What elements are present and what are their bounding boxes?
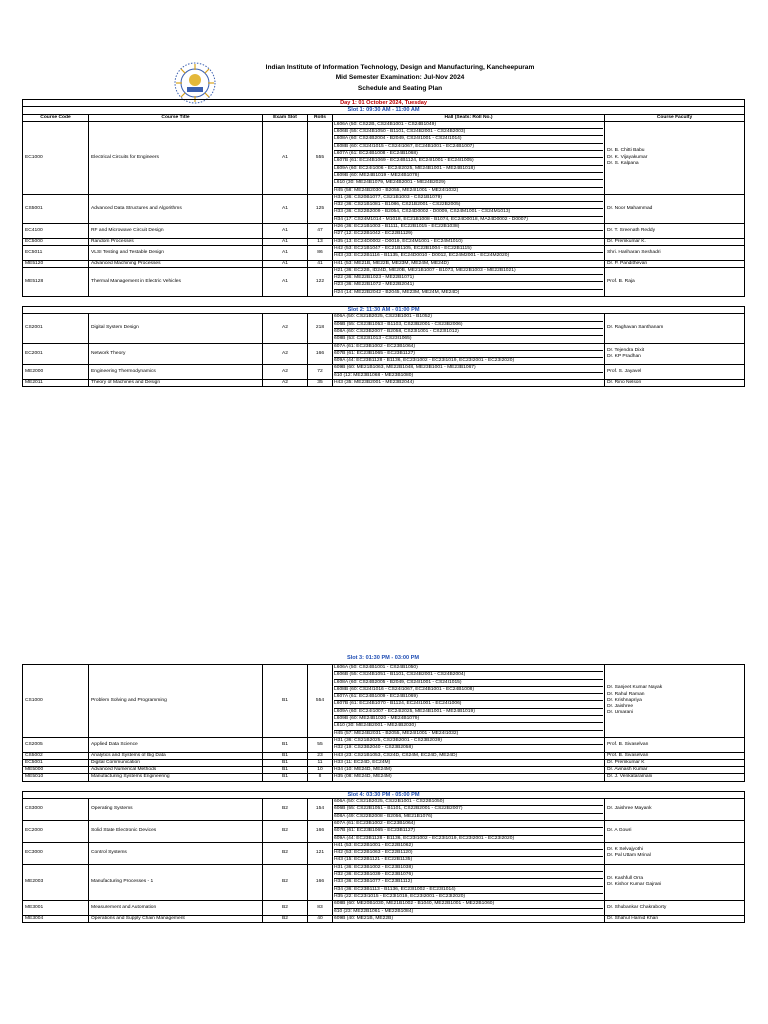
hall-list: [333, 759, 605, 766]
rolls-count: 154: [308, 799, 333, 821]
course-title: Applied Data Science: [89, 737, 263, 752]
course-row: [23, 901, 745, 916]
hall-entry: 608A (60: CS23B2007 - B2058, CS23I1001 - CS23I1012): [334, 329, 603, 336]
faculty-name: Dr. J. Venkataramani: [607, 774, 653, 780]
hall-entry: H41 (53: EC22B1001 - EC22B1062): [334, 843, 603, 850]
course-code: ME5128: [23, 267, 89, 296]
course-row: [23, 267, 745, 296]
course-title: Advanced Machining Processes: [89, 260, 263, 267]
schedule-table-afternoon: [22, 664, 745, 923]
exam-slot: A2: [263, 379, 308, 386]
faculty-name: Dr. KP Pradhan: [607, 353, 641, 359]
rolls-count: 41: [308, 260, 333, 267]
faculty-name: Dr. Shahul Hamid Khan: [607, 915, 659, 921]
slot-1-title-row: [23, 107, 745, 114]
course-code: ME2011: [23, 379, 89, 386]
exam-slot: A2: [263, 365, 308, 380]
column-header: Course Title: [89, 114, 263, 121]
hall-entry: 607B (61: EC23B1065 - EC23B1127): [334, 828, 603, 835]
course-code: CS1000: [23, 665, 89, 738]
hall-entry: H21 (36: EC22B, ID24D, ME20B, ME21B1007 - B1073, ME22B1003 - ME22B1021): [334, 268, 603, 275]
faculty-name: Dr. Kishor Kumar Gajrani: [607, 882, 662, 888]
course-code: CS2001: [23, 314, 89, 343]
rolls-count: 554: [308, 665, 333, 738]
column-header: Rolls: [308, 114, 333, 121]
slot-4-title-row: [23, 791, 745, 798]
exam-title: Mid Semester Examination: Jul-Nov 2024: [335, 74, 465, 81]
course-row: [23, 737, 745, 752]
rolls-count: 23: [308, 752, 333, 759]
course-faculty: [605, 901, 745, 916]
hall-entry: L608A (60: CS24B2005 - B2049, CS24I1001 - CS24I1015): [334, 680, 603, 687]
exam-slot: B2: [263, 864, 308, 900]
course-faculty: [605, 737, 745, 752]
faculty-name: Dr. Premkumar K.: [607, 238, 646, 244]
course-title: Network Theory: [89, 343, 263, 365]
faculty-name: Dr. A Gowri: [607, 828, 632, 834]
faculty-name: Prof. B. Sivaselvan: [607, 752, 649, 758]
exam-slot: B1: [263, 737, 308, 752]
hall-list: [333, 901, 605, 916]
exam-slot: B1: [263, 752, 308, 759]
hall-entry: L608B (60: CS24I1016 - CS24I1067, EC24B1001 - EC24B1008): [334, 687, 603, 694]
hall-entry: H33 (36: EC23B1077 - EC23B1112): [334, 879, 603, 886]
hall-entry: H32 (36: CS21B1081 - B1086, CS21B2001 - CS22B2005): [334, 202, 603, 209]
course-row: [23, 864, 745, 900]
faculty-name: Dr. Premkumar K: [607, 759, 645, 765]
rolls-count: 218: [308, 314, 333, 343]
course-row: [23, 820, 745, 842]
day-title: Day 1: 01 October 2024, Tuesday: [23, 100, 745, 107]
rolls-count: 121: [308, 842, 333, 864]
exam-slot: A2: [263, 343, 308, 365]
course-title: Manufacturing Processes - 1: [89, 864, 263, 900]
course-title: Analytics and Systems of Big Data: [89, 752, 263, 759]
faculty-name: Dr. K. Vijayakumar: [607, 154, 648, 160]
spacer: [23, 781, 745, 791]
hall-entry: H34 (36: EC23B1113 - B1136, EC23I1002 - EC23I1014): [334, 887, 603, 894]
exam-slot: B1: [263, 767, 308, 774]
column-header: Course Code: [23, 114, 89, 121]
course-row: [23, 260, 745, 267]
course-code: CS2005: [23, 737, 89, 752]
exam-slot: B1: [263, 759, 308, 766]
exam-slot: A1: [263, 238, 308, 245]
hall-list: [333, 767, 605, 774]
rolls-count: 83: [308, 901, 333, 916]
course-code: EC2000: [23, 820, 89, 842]
course-faculty: [605, 799, 745, 821]
course-row: [23, 194, 745, 223]
plan-title: Schedule and Seating Plan: [357, 85, 443, 92]
course-faculty: [605, 820, 745, 842]
faculty-name: Dr. B. Chitti Babu: [607, 148, 645, 154]
course-faculty: [605, 842, 745, 864]
slot-3-title: Slot 3: 01:30 PM - 03:00 PM: [346, 655, 420, 661]
hall-entry: H43 (35: ME23B2001 - ME23B2044): [334, 379, 414, 385]
faculty-name: Dr. Krishnapriya: [607, 697, 642, 703]
hall-entry: H31 (36: CS21B2025, CS23B2001 - CS23B2039): [334, 738, 603, 745]
exam-slot: B1: [263, 774, 308, 781]
faculty-name: Dr. Avinash Kumar: [607, 767, 648, 773]
course-code: ME2003: [23, 864, 89, 900]
course-row: [23, 799, 745, 821]
course-code: ME5010: [23, 774, 89, 781]
rolls-count: 125: [308, 194, 333, 223]
course-title: Solid State Electronic Devices: [89, 820, 263, 842]
course-title: VLSI Testing and Testable Design: [89, 245, 263, 260]
hall-entry: H43 (15: EC22B1121 - EC22B1135): [334, 857, 413, 863]
course-faculty: [605, 245, 745, 260]
column-header: Hall (Seats: Roll No.): [333, 114, 605, 121]
column-header: Exam Slot: [263, 114, 308, 121]
course-title: Random Processes: [89, 238, 263, 245]
course-row: [23, 238, 745, 245]
course-title: Operating Systems: [89, 799, 263, 821]
exam-slot: A1: [263, 245, 308, 260]
hall-list: [333, 799, 605, 821]
faculty-name: Dr. P. Pandithevan: [607, 260, 648, 266]
faculty-name: Dr. Raghavan Santhanam: [607, 325, 664, 331]
hall-entry: H32 (19: CS23B2040 - CS23B2058): [334, 745, 413, 751]
hall-list: [333, 842, 605, 864]
course-code: CS5002: [23, 752, 89, 759]
course-faculty: [605, 365, 745, 380]
rolls-count: 10: [308, 767, 333, 774]
rolls-count: 86: [308, 245, 333, 260]
hall-entry: H45 (57: ME24B2031 - B2055, ME24I1001 - ME24I1032): [334, 730, 459, 736]
course-title: Theory of Machines and Design: [89, 379, 263, 386]
hall-entry: H34 (10: ME24D, ME24M): [334, 767, 392, 773]
hall-list: [333, 245, 605, 260]
hall-entry: 609A (44: EC23B1128 - B1136, EC23I1002 - EC23I1019, EC23I2001 - EC23I2020): [334, 358, 515, 364]
course-row: [23, 665, 745, 738]
hall-entry: H26 (36: EC21B1003 - B1111, EC22B1015 - EC22B1038): [334, 224, 603, 231]
hall-entry: L610 (30: ME24B2001 - ME24B2030): [334, 723, 603, 730]
course-title: Control Systems: [89, 842, 263, 864]
hall-entry: L608A (60: CS24B2004 - B2049, CS24I1001 - CS24I1014): [334, 136, 603, 143]
course-row: [23, 759, 745, 766]
hall-entry: 606A (50: CS21B2025, CS23B1001 - B1052): [334, 314, 603, 321]
hall-entry: H32 (36: EC23B1039 - EC23B1076): [334, 872, 603, 879]
course-faculty: [605, 665, 745, 738]
course-code: EC1000: [23, 121, 89, 194]
hall-list: [333, 379, 605, 386]
course-faculty: [605, 260, 745, 267]
hall-entry: L609A (60: EC24I1006 - EC24I2025, ME24B1001 - ME24B1018): [334, 166, 603, 173]
course-faculty: [605, 238, 745, 245]
hall-list: [333, 820, 605, 842]
hall-entry: L607B (61: EC24B1069 - EC24B1124, EC24I1001 - EC24I1005): [334, 158, 603, 165]
exam-slot: B1: [263, 665, 308, 738]
course-title: RF and Microwave Circuit Design: [89, 224, 263, 239]
hall-entry: 607A (61: EC23B1002 - EC23B1064): [334, 821, 603, 828]
slot-1-title: Slot 1: 09:30 AM - 11:00 AM: [23, 107, 745, 114]
faculty-name: Shri. Hariharan Seshadri: [607, 249, 661, 255]
faculty-name: Dr. Pal Uttam Mrinal: [607, 853, 651, 859]
column-header: Course Faculty: [605, 114, 745, 121]
course-code: ME3001: [23, 901, 89, 916]
hall-entry: H42 (53: EC21B1047 - EC21B1105, EC22B1004 - EC22B1115): [334, 246, 603, 253]
course-faculty: [605, 752, 745, 759]
rolls-count: 35: [308, 379, 333, 386]
hall-list: [333, 365, 605, 380]
course-row: [23, 915, 745, 922]
hall-entry: 606B (55: CS23B1053 - B1103, CS23B2001 - CS23B2006): [334, 322, 603, 329]
course-faculty: [605, 774, 745, 781]
rolls-count: 40: [308, 915, 333, 922]
hall-list: [333, 260, 605, 267]
course-row: [23, 774, 745, 781]
hall-entry: L606A (50: CS24B1001 - CS24B1050): [334, 665, 603, 672]
hall-list: [333, 752, 605, 759]
faculty-name: Dr. Umarani: [607, 710, 634, 716]
spacer-row: [23, 781, 745, 791]
faculty-name: Prof. S. Jayavel: [607, 369, 642, 375]
schedule-table-morning: [22, 99, 745, 387]
faculty-name: Dr. Rino Nelson: [607, 379, 642, 385]
hall-entry: L609B (60: ME24B1019 - ME24B1078): [334, 173, 603, 180]
hall-entry: 607A (61: EC23B1002 - EC23B1064): [334, 344, 603, 351]
rolls-count: 122: [308, 267, 333, 296]
faculty-name: Dr. Rahul Raman: [607, 691, 645, 697]
faculty-name: Dr. K Selvajyothi: [607, 846, 643, 852]
course-title: Digital Communication: [89, 759, 263, 766]
hall-entry: L606B (55: CS24B1050 - B1101, CS24B2001 - CS24B2003): [334, 129, 603, 136]
course-code: EC5000: [23, 238, 89, 245]
hall-list: [333, 774, 605, 781]
hall-entry: H35 (08: ME24D, ME24M): [334, 774, 392, 780]
course-title: Problem Solving and Programming: [89, 665, 263, 738]
hall-entry: H33 (36: CS22B2009 - B2054, CS24D0002 - D0009, CS24M1001 - CS24M1013): [334, 209, 603, 216]
hall-entry: L606A (50: CS22B, CS24B1001 - CS24B1049): [334, 122, 603, 129]
exam-slot: A1: [263, 194, 308, 223]
rolls-count: 55: [308, 737, 333, 752]
course-row: [23, 365, 745, 380]
course-faculty: [605, 915, 745, 922]
hall-entry: H35 (22: EC23I1015 - EC23I1019, EC23I2001 - EC23I2020): [334, 893, 466, 899]
faculty-name: Prof. B. Raja: [607, 278, 635, 284]
slot-2-title: Slot 2: 11:30 AM - 01:00 PM: [23, 307, 745, 314]
hall-entry: L606B (55: CS24B1051 - B1101, CS24B2001 - CS24B2004): [334, 672, 603, 679]
hall-entry: L607B (61: EC24B1070 - B1124, EC24I1001 - EC24I1006): [334, 701, 603, 708]
hall-entry: 608A (49: CS22B2008 - B2056, ME21B1076): [334, 813, 433, 819]
hall-list: [333, 121, 605, 194]
course-faculty: [605, 314, 745, 343]
faculty-name: Dr. Sanjeet Kumar Nayak: [607, 685, 663, 691]
course-code: ME5000: [23, 767, 89, 774]
course-faculty: [605, 759, 745, 766]
exam-slot: A1: [263, 121, 308, 194]
course-row: [23, 245, 745, 260]
hall-entry: H42 (53: EC22B1063 - EC22B1120): [334, 850, 603, 857]
course-code: ME2000: [23, 365, 89, 380]
faculty-name: Dr. T. Sreenath Reddy: [607, 227, 656, 233]
course-title: Advanced Data Structures and Algorithms: [89, 194, 263, 223]
course-title: Manufacturing Systems Engineering: [89, 774, 263, 781]
course-code: EC2001: [23, 343, 89, 365]
hall-list: [333, 267, 605, 296]
slot-2-title-row: [23, 307, 745, 314]
exam-slot: B2: [263, 799, 308, 821]
exam-slot: B2: [263, 901, 308, 916]
course-title: Engineering Thermodynamics: [89, 365, 263, 380]
hall-list: [333, 915, 605, 922]
faculty-name: Dr. Tejendra Dixit: [607, 347, 645, 353]
hall-entry: 610 (12: ME23B1068 - ME23B1080): [334, 372, 414, 378]
exam-slot: A2: [263, 314, 308, 343]
exam-slot: A1: [263, 224, 308, 239]
course-faculty: [605, 864, 745, 900]
hall-entry: H22 (36: ME22B1023 - ME22B1071): [334, 275, 603, 282]
course-faculty: [605, 343, 745, 365]
hall-entry: L609A (60: EC24I1007 - EC24I2025, ME24B1001 - ME24B1019): [334, 709, 603, 716]
course-title: Electrical Circuits for Engineers: [89, 121, 263, 194]
faculty-name: Prof. B. Sivaselvan: [607, 741, 649, 747]
hall-entry: H31 (36: EC23B1002 - EC23B1038): [334, 865, 603, 872]
faculty-name: Dr. Jaishree: [607, 704, 634, 710]
hall-entry: 609B (40: ME21B, ME22B): [334, 915, 393, 921]
rolls-count: 72: [308, 365, 333, 380]
course-code: EC5011: [23, 245, 89, 260]
hall-list: [333, 737, 605, 752]
course-title: Advanced Numerical Methods: [89, 767, 263, 774]
rolls-count: 166: [308, 864, 333, 900]
rolls-count: 166: [308, 820, 333, 842]
hall-entry: 608B (53: CS23I1013 - CS23I1065): [334, 336, 412, 342]
course-row: [23, 343, 745, 365]
hall-list: [333, 238, 605, 245]
hall-entry: L610 (30: ME24B1079, ME24B2001 - ME24B2029): [334, 180, 603, 187]
course-faculty: [605, 267, 745, 296]
hall-entry: H41 (53: ME21B, ME22B, ME23M, ME24M, ME24D): [334, 260, 449, 266]
day-title-row: [23, 100, 745, 107]
rolls-count: 166: [308, 343, 333, 365]
hall-list: [333, 864, 605, 900]
rolls-count: 47: [308, 224, 333, 239]
slot-4-title: Slot 4: 03:30 PM - 05:00 PM: [23, 791, 745, 798]
course-row: [23, 121, 745, 194]
course-faculty: [605, 379, 745, 386]
rolls-count: 8: [308, 774, 333, 781]
course-code: ME3004: [23, 915, 89, 922]
spacer: [23, 297, 745, 307]
faculty-name: Dr. Shubankar Chakraborty: [607, 904, 667, 910]
hall-entry: L608B (60: CS24I1015 - CS24I1067, EC24B1001 - EC24B1007): [334, 144, 603, 151]
course-row: [23, 842, 745, 864]
hall-entry: 606B (55: CS22B1051 - B1101, CS22B2001 - CS22B2007): [334, 806, 603, 813]
course-row: [23, 379, 745, 386]
hall-list: [333, 314, 605, 343]
course-row: [23, 224, 745, 239]
hall-entry: H34 (17: CS24M1014 - M1018, EC21B1008 - B1074, EC24D0018, MA24D0002 - D0007): [334, 216, 528, 222]
hall-entry: 609A (44: EC23B1128 - B1136, EC23I1002 - EC23I1019, EC23I2001 - EC23I2020): [334, 835, 515, 841]
course-title: Measurement and Automation: [89, 901, 263, 916]
exam-slot: B2: [263, 820, 308, 842]
course-code: CS5001: [23, 194, 89, 223]
course-faculty: [605, 194, 745, 223]
course-code: EC3000: [23, 842, 89, 864]
faculty-name: Dr. Jaishree Mayank: [607, 806, 652, 812]
course-title: Digital System Design: [89, 314, 263, 343]
hall-entry: L609B (60: ME24B1020 - ME24B1079): [334, 716, 603, 723]
column-header-row: [23, 114, 745, 121]
hall-entry: H33 (11: EC24D, EC24M): [334, 759, 391, 765]
course-code: EC5001: [23, 759, 89, 766]
faculty-name: Dr. Noor Mahammad: [607, 205, 653, 211]
faculty-name: Dr. S. Kalpana: [607, 161, 639, 167]
exam-slot: A1: [263, 267, 308, 296]
course-code: ME5120: [23, 260, 89, 267]
course-row: [23, 767, 745, 774]
hall-entry: H31 (36: CS20B1077, CS21B1003 - CS21B1079): [334, 195, 603, 202]
hall-entry: 607B (61: EC23B1065 - EC23B1127): [334, 351, 603, 358]
hall-list: [333, 343, 605, 365]
exam-slot: B2: [263, 915, 308, 922]
hall-entry: 610 (23: ME22B1061 - ME22B1084): [334, 908, 414, 914]
course-row: [23, 314, 745, 343]
course-title: Thermal Management in Electric Vehicles: [89, 267, 263, 296]
course-code: CS3000: [23, 799, 89, 821]
hall-list: [333, 194, 605, 223]
institute-name: Indian Institute of Information Technology, Design and Manufacturing, Kancheepuram: [265, 64, 535, 71]
course-faculty: [605, 121, 745, 194]
course-faculty: [605, 224, 745, 239]
hall-list: [333, 665, 605, 738]
spacer-row: [23, 297, 745, 307]
hall-entry: L607A (61: EC24B1009 - EC24B1069): [334, 694, 603, 701]
course-title: Operations and Supply Chain Management: [89, 915, 263, 922]
rolls-count: 555: [308, 121, 333, 194]
hall-entry: H43 (23: CS21B1053, CS24D, CS24M, EC24D, ME24D): [334, 752, 458, 758]
course-row: [23, 752, 745, 759]
rolls-count: 13: [308, 238, 333, 245]
hall-entry: H35 (13: EC24D0002 - D0019, EC24M1001 - EC24M1010): [334, 238, 463, 244]
hall-entry: L607A (61: EC24B1008 - EC24B1068): [334, 151, 603, 158]
hall-entry: 608B (60: ME20B1030, ME21B1002 - B1040, ME22B1001 - ME22B1060): [334, 901, 603, 908]
faculty-name: Dr. Kashfull Orra: [607, 876, 644, 882]
course-code: EC4100: [23, 224, 89, 239]
hall-entry: 606A (50: CS21B2025, CS22B1001 - CS22B1050): [334, 799, 603, 806]
hall-entry: H23 (36: ME22B1072 - ME22B2041): [334, 282, 603, 289]
course-faculty: [605, 767, 745, 774]
hall-entry: H43 (33: EC22B1116 - B1135, EC24D0010 - D0012, EC24M2001 - EC24M2020): [334, 253, 510, 259]
rolls-count: 11: [308, 759, 333, 766]
hall-entry: H27 (12: EC22B1042 - EC22B1129): [334, 231, 413, 237]
hall-list: [333, 224, 605, 239]
hall-entry: H24 (14: ME22B2042 - B2045, ME23M, ME24M, ME24D): [334, 289, 460, 295]
hall-entry: H45 (58: ME24B2030 - B2055, ME24I1001 - ME24I1032): [334, 187, 459, 193]
exam-slot: B2: [263, 842, 308, 864]
exam-slot: A1: [263, 260, 308, 267]
hall-entry: 609B (60: ME21B1063, ME22B1048, ME23B1001 - ME23B1067): [334, 365, 603, 372]
